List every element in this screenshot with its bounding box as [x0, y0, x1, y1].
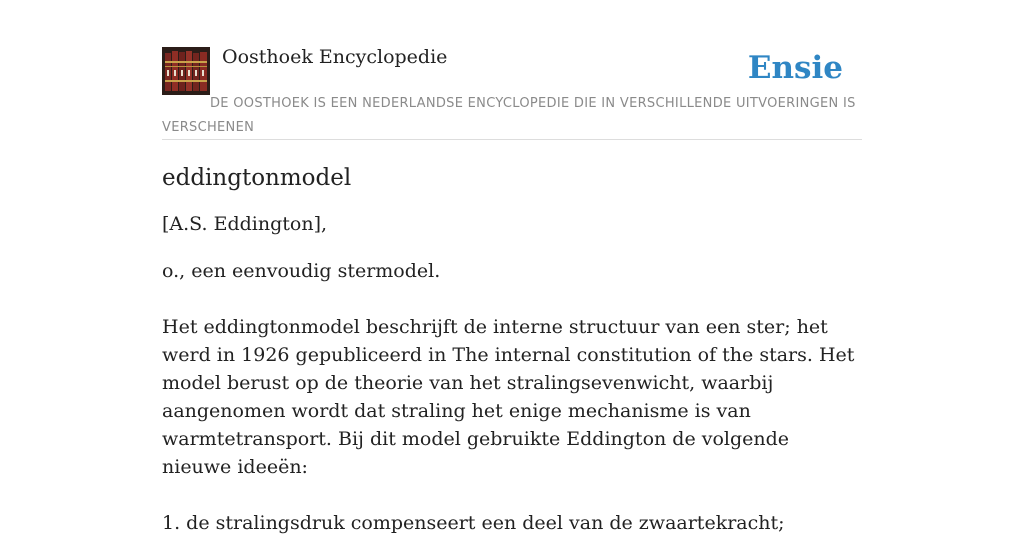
entry-title: eddingtonmodel [162, 165, 352, 191]
entry-content [162, 160, 862, 537]
entry-definition: o., een eenvoudig stermodel. [162, 260, 441, 282]
site-header [162, 44, 862, 140]
site-title[interactable]: Oosthoek Encyclopedie [222, 46, 448, 68]
entry-paragraph: Het eddingtonmodel beschrijft de interne structuur van een ster; het werd in 1926 gepubliceerd in The internal constitution of the stars. Het model berust op de theorie van het stralingsevenwicht, waarbij aangenomen wordt dat straling het enige mechanisme is van warmtetransport. Bij dit model gebruikte Eddington de volgende nieuwe ideeën: [162, 316, 855, 478]
brand-logo-link[interactable]: Ensie [747, 50, 843, 86]
entry-etymology: [A.S. Eddington], [162, 213, 328, 235]
list-item: 1. de stralingsdruk compenseert een deel van de zwaartekracht; [162, 512, 785, 534]
encyclopedia-books-icon[interactable] [162, 47, 210, 95]
site-tagline: DE OOSTHOEK IS EEN NEDERLANDSE ENCYCLOPEDIE DIE IN VERSCHILLENDE UITVOERINGEN IS VERSCHENEN [162, 96, 856, 135]
